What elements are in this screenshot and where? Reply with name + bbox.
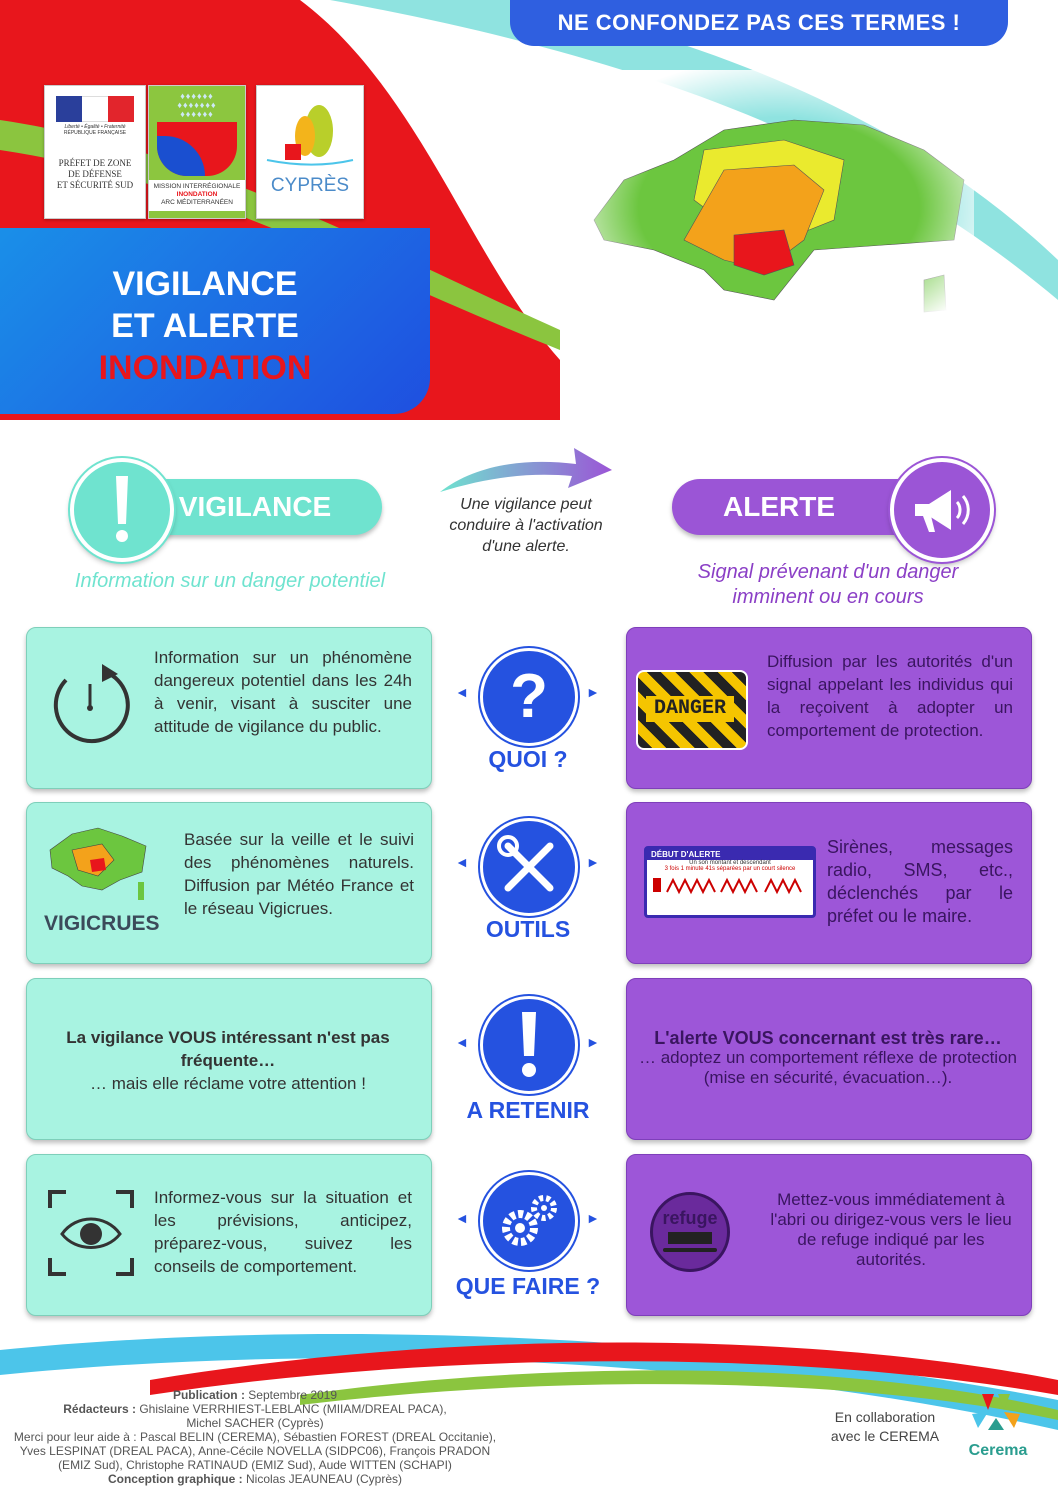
megaphone-icon bbox=[907, 480, 977, 540]
footer-credits bbox=[0, 1388, 510, 1486]
vigilance-quoi-text: Information sur un phénomène dangereux potentiel dans les 24h à venir, visant à susciter une attitude de vigilance du public. bbox=[154, 648, 412, 736]
alerte-badge bbox=[890, 458, 994, 562]
siren-title: DÉBUT D'ALERTE bbox=[647, 849, 813, 860]
mission-line1: MISSION INTERRÉGIONALE bbox=[153, 183, 241, 190]
title-line3: INONDATION bbox=[98, 349, 312, 387]
alerte-quoi-text: Diffusion par les autorités d'un signal appelant les individus qui la reçoivent à adopter un comportement de protection. bbox=[767, 652, 1013, 740]
retenir-label: A RETENIR bbox=[466, 1097, 590, 1123]
siren-signal-icon bbox=[644, 846, 816, 918]
arrow-left-icon: ◄ bbox=[455, 1034, 469, 1050]
arrow-right-icon: ► bbox=[586, 1034, 600, 1050]
mission-line2: INONDATION bbox=[176, 191, 218, 198]
retenir-badge bbox=[480, 996, 578, 1094]
mission-line3: ARC MÉDITERRANÉEN bbox=[161, 199, 233, 206]
cerema-logo-icon bbox=[968, 1390, 1024, 1438]
vigilance-subtitle: Information sur un danger potentiel bbox=[74, 570, 386, 592]
redacteurs-value: Ghislaine VERRHIEST-LEBLANC (MIIAM/DREAL PACA), bbox=[139, 1402, 447, 1416]
arrow-right-icon: ► bbox=[586, 1210, 600, 1226]
logo-motto: Liberté • Égalité • Fraternité bbox=[64, 124, 126, 130]
design-value: Nicolas JEAUNEAU (Cyprès) bbox=[245, 1472, 403, 1486]
danger-word: DANGER bbox=[646, 696, 734, 722]
vigilance-retenir-bold: La vigilance VOUS intéressant n'est pas fréquente… bbox=[66, 1028, 390, 1070]
outils-badge bbox=[480, 818, 578, 916]
pub-value: Septembre 2019 bbox=[248, 1388, 338, 1402]
arrow-right-icon: ► bbox=[586, 684, 600, 700]
alerte-subtitle-line2: imminent ou en cours bbox=[732, 586, 924, 608]
vigicrues-label: VIGICRUES bbox=[44, 912, 160, 935]
logo-prefet-line2: DE DÉFENSE bbox=[68, 169, 122, 179]
logo-prefet-line3: ET SÉCURITÉ SUD bbox=[56, 180, 134, 190]
siren-line2: 3 fois 1 minute 41s séparées par un court silence bbox=[664, 866, 796, 872]
logo-republique: RÉPUBLIQUE FRANÇAISE bbox=[63, 130, 127, 136]
cypres-label: CYPRÈS bbox=[270, 175, 350, 196]
droplets-icon: ♦♦♦♦♦♦ ♦♦♦♦♦♦♦ ♦♦♦♦♦♦ bbox=[177, 91, 217, 119]
transition-line2: conduire à l'activation bbox=[449, 517, 603, 534]
alerte-quefaire-text: Mettez-vous immédiatement à l'abri ou dirigez-vous vers le lieu de refuge indiqué par les autorités. bbox=[770, 1190, 1012, 1269]
refuge-word: refuge bbox=[662, 1208, 718, 1228]
logo-mission-inondation bbox=[148, 85, 246, 219]
arrow-right-icon: ► bbox=[586, 854, 600, 870]
cerema-label: Cerema bbox=[968, 1442, 1028, 1459]
arrow-left-icon: ◄ bbox=[455, 1210, 469, 1226]
vigilance-outils-text: Basée sur la veille et le suivi des phénomènes naturels. Diffusion par Météo France et le réseau Vigicrues. bbox=[184, 830, 414, 918]
logo-prefet-line1: PRÉFET DE ZONE bbox=[58, 158, 132, 168]
top-banner: NE CONFONDEZ PAS CES TERMES ! bbox=[510, 0, 1008, 46]
exclamation-mark-icon bbox=[102, 470, 142, 550]
alerte-retenir-text bbox=[636, 1028, 1020, 1088]
title-line2: ET ALERTE bbox=[111, 307, 299, 345]
redacteurs-value2: Michel SACHER (Cyprès) bbox=[186, 1416, 324, 1430]
transition-line1: Une vigilance peut bbox=[460, 496, 592, 513]
thanks-line1: Merci pour leur aide à : Pascal BELIN (CEREMA), Sébastien FOREST (DREAL Occitanie), bbox=[13, 1430, 497, 1444]
question-icon: ? bbox=[510, 662, 548, 731]
alerte-subtitle-line1: Signal prévenant d'un danger bbox=[697, 561, 959, 583]
transition-arrow-icon bbox=[436, 440, 616, 500]
alerte-label: ALERTE bbox=[723, 491, 835, 522]
collaboration-text bbox=[820, 1408, 950, 1446]
quefaire-label: QUE FAIRE ? bbox=[455, 1273, 601, 1299]
thanks-line3: (EMIZ Sud), Christophe RATINAUD (EMIZ Sud), Aude WITTEN (SCHAPI) bbox=[58, 1458, 452, 1472]
siren-wave-icon bbox=[647, 872, 813, 902]
refuge-icon bbox=[650, 1192, 730, 1272]
vigilance-retenir-normal: … mais elle réclame votre attention ! bbox=[90, 1074, 366, 1093]
collab-line1: En collaboration bbox=[834, 1409, 936, 1425]
cypres-tree-icon bbox=[257, 86, 363, 166]
logo-cypres bbox=[256, 85, 364, 219]
vigilance-map bbox=[584, 70, 974, 320]
alerte-subtitle bbox=[646, 560, 1010, 610]
collab-line2: avec le CEREMA bbox=[830, 1428, 940, 1444]
alerte-retenir-normal: … adoptez un comportement réflexe de protection (mise en sécurité, évacuation…). bbox=[639, 1048, 1017, 1087]
transition-text bbox=[428, 494, 624, 557]
vigicrues-map-icon bbox=[42, 820, 154, 904]
arrow-left-icon: ◄ bbox=[455, 854, 469, 870]
design-label: Conception graphique : bbox=[107, 1472, 243, 1486]
transition-line3: d'une alerte. bbox=[482, 538, 570, 555]
title-line1: VIGILANCE bbox=[112, 265, 298, 303]
eye-icon bbox=[48, 1190, 134, 1276]
vigilance-label: VIGILANCE bbox=[178, 491, 332, 522]
tools-icon bbox=[494, 832, 564, 902]
quoi-label: QUOI ? bbox=[488, 746, 568, 772]
alerte-outils-text: Sirènes, messages radio, SMS, etc., déclenchés par le préfet ou le maire. bbox=[827, 837, 1013, 926]
arrow-left-icon: ◄ bbox=[455, 684, 469, 700]
pub-label: Publication : bbox=[172, 1388, 245, 1402]
logo-prefet bbox=[44, 85, 146, 219]
exclamation-icon bbox=[514, 1008, 544, 1082]
redacteurs-label: Rédacteurs : bbox=[63, 1402, 136, 1416]
clock-icon bbox=[46, 660, 136, 750]
quoi-badge bbox=[480, 648, 578, 746]
vigilance-quefaire-text: Informez-vous sur la situation et les prévisions, anticipez, préparez-vous, suivez les conseils de comportement. bbox=[154, 1188, 412, 1276]
outils-label: OUTILS bbox=[485, 916, 571, 942]
gears-icon bbox=[494, 1186, 564, 1256]
vigilance-badge bbox=[70, 458, 174, 562]
thanks-line2: Yves LESPINAT (DREAL PACA), Anne-Cécile NOVELLA (SIDPC06), François PRADON bbox=[19, 1444, 491, 1458]
alerte-retenir-bold: L'alerte VOUS concernant est très rare… bbox=[654, 1028, 1002, 1048]
vigilance-retenir-text bbox=[50, 1026, 406, 1095]
siren-line1: Un son montant et descendant bbox=[689, 860, 771, 866]
danger-sign-icon bbox=[636, 670, 748, 750]
quefaire-badge bbox=[480, 1172, 578, 1270]
